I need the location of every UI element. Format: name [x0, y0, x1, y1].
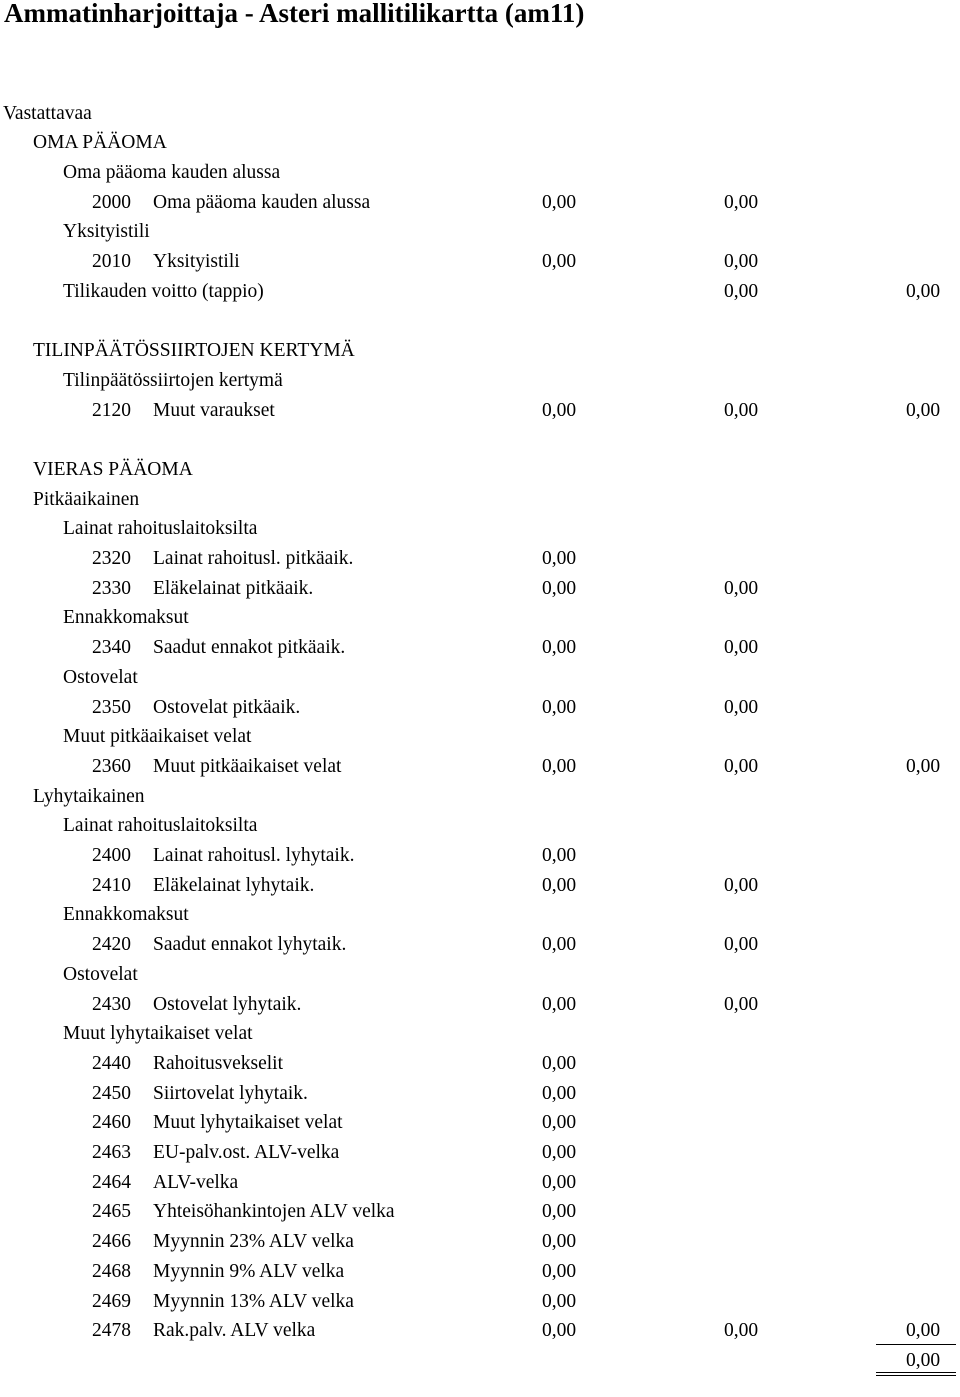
account-number: 2460	[92, 1112, 131, 1134]
account-name: Rahoitusvekselit	[153, 1052, 283, 1074]
value-col-1: 0,00	[542, 399, 577, 421]
account-row	[0, 1079, 960, 1109]
group-heading-row	[0, 277, 960, 307]
group-heading: Ostovelat	[63, 963, 138, 985]
account-row	[0, 990, 960, 1020]
value-col-1: 0,00	[542, 755, 577, 777]
account-row	[0, 1197, 960, 1227]
account-row	[0, 930, 960, 960]
group-heading: Ennakkomaksut	[63, 904, 189, 926]
account-number: 2400	[92, 845, 131, 866]
account-row	[0, 1287, 960, 1317]
value-col-3: 0,00	[906, 1349, 941, 1371]
group-heading: Ennakkomaksut	[63, 607, 189, 629]
account-name: Muut pitkäaikaiset velat	[153, 755, 342, 777]
value-col-3: 0,00	[906, 280, 941, 302]
account-row	[0, 1227, 960, 1257]
value-col-1: 0,00	[542, 1290, 577, 1312]
account-name: Eläkelainat lyhytaik.	[153, 874, 315, 896]
value-col-3: 0,00	[906, 399, 941, 421]
account-number: 2430	[92, 993, 131, 1015]
value-col-3: 0,00	[906, 755, 941, 777]
account-number: 2420	[92, 934, 131, 956]
group-heading: Muut lyhytaikaiset velat	[63, 1023, 253, 1045]
group-heading-row	[0, 455, 960, 485]
group-heading: TILINPÄÄTÖSSIIRTOJEN KERTYMÄ	[33, 340, 355, 362]
group-heading: Lainat rahoituslaitoksilta	[63, 518, 258, 540]
account-number: 2120	[92, 399, 131, 421]
value-col-1: 0,00	[542, 1112, 577, 1134]
account-row	[0, 752, 960, 782]
group-heading: Vastattavaa	[3, 102, 92, 124]
account-name: EU-palv.ost. ALV-velka	[153, 1142, 340, 1163]
group-heading: Oma pääoma kauden alussa	[63, 161, 281, 183]
account-row	[0, 247, 960, 277]
account-name: Muut lyhytaikaiset velat	[153, 1112, 343, 1134]
page-title: Ammatinharjoittaja - Asteri mallitilikartta (am11)	[4, 0, 585, 28]
value-col-2: 0,00	[724, 637, 759, 659]
value-col-2: 0,00	[724, 696, 759, 718]
total-rule	[876, 1344, 956, 1345]
group-heading-row	[0, 366, 960, 396]
account-row	[0, 1168, 960, 1198]
spacer-row	[0, 425, 960, 455]
account-name: Oma pääoma kauden alussa	[153, 191, 371, 213]
group-heading-row	[0, 603, 960, 633]
account-name: Yhteisöhankintojen ALV velka	[153, 1201, 395, 1223]
value-col-2: 0,00	[724, 251, 759, 272]
account-number: 2410	[92, 874, 131, 896]
account-row	[0, 1316, 960, 1346]
group-heading-row	[0, 663, 960, 693]
value-col-2: 0,00	[724, 577, 759, 599]
account-number: 2468	[92, 1260, 131, 1282]
account-name: Lainat rahoitusl. pitkäaik.	[153, 548, 354, 569]
value-col-2: 0,00	[724, 1320, 759, 1342]
group-heading-row	[0, 99, 960, 129]
account-name: Saadut ennakot pitkäaik.	[153, 637, 346, 659]
account-row	[0, 396, 960, 426]
account-row	[0, 544, 960, 574]
double-underline	[876, 1375, 956, 1376]
group-heading-row	[0, 336, 960, 366]
group-heading-row	[0, 128, 960, 158]
account-number: 2450	[92, 1082, 131, 1104]
account-row	[0, 1257, 960, 1287]
account-row	[0, 574, 960, 604]
account-row	[0, 841, 960, 871]
value-col-2: 0,00	[724, 874, 759, 896]
account-name: Siirtovelat lyhytaik.	[153, 1082, 308, 1104]
total-row	[0, 1346, 960, 1376]
group-heading: Muut pitkäaikaiset velat	[63, 726, 252, 748]
account-name: Myynnin 9% ALV velka	[153, 1260, 345, 1282]
group-heading-row	[0, 960, 960, 990]
account-number: 2360	[92, 755, 131, 777]
group-heading-row	[0, 217, 960, 247]
account-number: 2440	[92, 1052, 131, 1074]
value-col-2: 0,00	[724, 755, 759, 777]
value-col-2: 0,00	[724, 399, 759, 421]
value-col-1: 0,00	[542, 1231, 577, 1253]
value-col-1: 0,00	[542, 1201, 577, 1223]
group-heading: Ostovelat	[63, 666, 138, 688]
value-col-1: 0,00	[542, 191, 577, 213]
account-row	[0, 1138, 960, 1168]
group-heading-row	[0, 158, 960, 188]
group-heading: VIERAS PÄÄOMA	[33, 458, 193, 480]
value-col-1: 0,00	[542, 874, 577, 896]
account-name: Muut varaukset	[153, 399, 275, 421]
value-col-1: 0,00	[542, 1142, 577, 1163]
account-name: Lainat rahoitusl. lyhytaik.	[153, 845, 355, 866]
group-heading: Tilikauden voitto (tappio)	[63, 280, 264, 302]
value-col-1: 0,00	[542, 1260, 577, 1282]
double-underline	[876, 1372, 956, 1373]
account-number: 2464	[92, 1171, 131, 1193]
account-row	[0, 871, 960, 901]
account-number: 2000	[92, 191, 131, 213]
value-col-1: 0,00	[542, 845, 577, 866]
account-name: Saadut ennakot lyhytaik.	[153, 934, 347, 956]
value-col-1: 0,00	[542, 1171, 577, 1193]
account-number: 2330	[92, 577, 131, 599]
account-row	[0, 1108, 960, 1138]
value-col-1: 0,00	[542, 1082, 577, 1104]
value-col-1: 0,00	[542, 1052, 577, 1074]
value-col-1: 0,00	[542, 251, 577, 272]
value-col-1: 0,00	[542, 1320, 577, 1342]
account-row	[0, 693, 960, 723]
group-heading-row	[0, 782, 960, 812]
value-col-1: 0,00	[542, 993, 577, 1015]
account-number: 2350	[92, 696, 131, 718]
group-heading: Lainat rahoituslaitoksilta	[63, 815, 258, 837]
group-heading-row	[0, 811, 960, 841]
account-name: Rak.palv. ALV velka	[153, 1320, 316, 1342]
value-col-2: 0,00	[724, 993, 759, 1015]
group-heading: Pitkäaikainen	[33, 488, 140, 510]
group-heading-row	[0, 514, 960, 544]
group-heading: OMA PÄÄOMA	[33, 132, 167, 154]
group-heading: Tilinpäätössiirtojen kertymä	[63, 369, 283, 391]
account-name: Ostovelat lyhytaik.	[153, 993, 302, 1015]
account-number: 2465	[92, 1201, 131, 1223]
account-number: 2466	[92, 1231, 131, 1253]
group-heading-row	[0, 722, 960, 752]
account-row	[0, 633, 960, 663]
value-col-1: 0,00	[542, 696, 577, 718]
value-col-2: 0,00	[724, 191, 759, 213]
value-col-1: 0,00	[542, 637, 577, 659]
value-col-3: 0,00	[906, 1320, 941, 1342]
account-name: Yksityistili	[153, 251, 240, 272]
group-heading: Yksityistili	[63, 221, 150, 243]
account-name: Myynnin 23% ALV velka	[153, 1231, 354, 1253]
group-heading-row	[0, 900, 960, 930]
account-number: 2320	[92, 548, 131, 569]
value-col-2: 0,00	[724, 934, 759, 956]
account-number: 2463	[92, 1142, 131, 1163]
group-heading: Lyhytaikainen	[33, 785, 145, 807]
account-name: Ostovelat pitkäaik.	[153, 696, 301, 718]
account-row	[0, 188, 960, 218]
account-number: 2478	[92, 1320, 131, 1342]
account-number: 2469	[92, 1290, 131, 1312]
account-number: 2010	[92, 251, 131, 272]
account-number: 2340	[92, 637, 131, 659]
group-heading-row	[0, 1019, 960, 1049]
value-col-1: 0,00	[542, 548, 577, 569]
value-col-1: 0,00	[542, 577, 577, 599]
account-row	[0, 1049, 960, 1079]
account-name: ALV-velka	[153, 1171, 239, 1193]
spacer-row	[0, 306, 960, 336]
account-name: Eläkelainat pitkäaik.	[153, 577, 314, 599]
account-name: Myynnin 13% ALV velka	[153, 1290, 354, 1312]
value-col-2: 0,00	[724, 280, 759, 302]
group-heading-row	[0, 485, 960, 515]
value-col-1: 0,00	[542, 934, 577, 956]
